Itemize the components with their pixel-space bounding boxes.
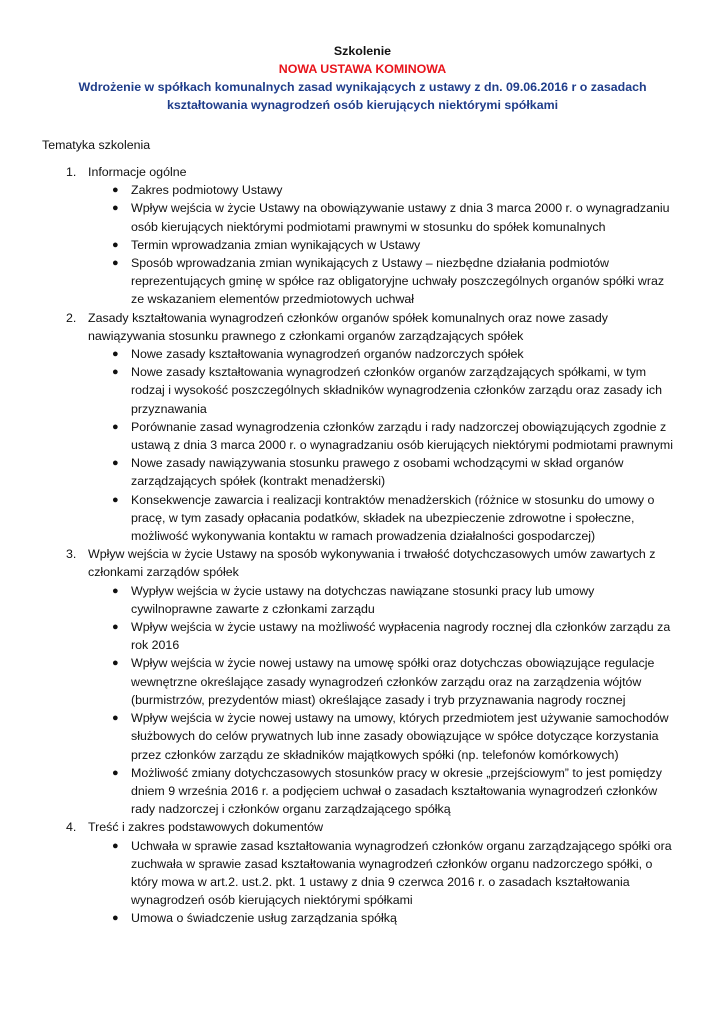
bullet-item bbox=[0, 236, 725, 254]
bullet-list bbox=[0, 582, 725, 819]
bullet-item bbox=[0, 454, 725, 490]
document-header bbox=[0, 42, 725, 114]
topic-item bbox=[0, 545, 725, 818]
topic-number: 3. bbox=[66, 547, 77, 562]
topic-number: 2. bbox=[66, 310, 77, 325]
topic-text: Informacje ogólne bbox=[88, 165, 187, 179]
bullet-dot-icon: ● bbox=[112, 257, 119, 270]
bullet-dot-icon: ● bbox=[112, 766, 119, 779]
bullet-dot-icon: ● bbox=[112, 420, 119, 433]
topic-item bbox=[0, 818, 725, 927]
bullet-text: Wpływ wejścia w życie nowej ustawy na umowę spółki oraz dotychczas obowiązujące regulacje wewnętrzne określające zasady wynagrodzeń członków zarządu oraz na zarządzenia wójtów (burmistrzów, prezydentów miast) określające zasady i tryb przyznawania nagrody rocznej bbox=[131, 656, 655, 707]
bullet-item bbox=[0, 582, 725, 618]
topic-number: 4. bbox=[66, 820, 77, 835]
bullet-dot-icon: ● bbox=[112, 712, 119, 725]
bullet-dot-icon: ● bbox=[112, 366, 119, 379]
bullet-dot-icon: ● bbox=[112, 657, 119, 670]
bullet-text: Termin wprowadzania zmian wynikających w Ustawy bbox=[131, 237, 421, 252]
bullet-dot-icon: ● bbox=[112, 238, 119, 251]
bullet-text: Uchwała w sprawie zasad kształtowania wynagrodzeń członków organu zarządzającego spółki ora zuchwała w sprawie zasad kształtowania wynagrodzeń członków organu nadzorczego spółki, o który mowa w art.2. ust.2. pkt. 1 ustawy z dnia 9 czerwca 2016 r. o zasadach kształtowania wynagrodzeń osób kierujących niektórymi spółkami bbox=[131, 838, 672, 908]
topic-item bbox=[0, 309, 725, 546]
document-description: Wdrożenie w spółkach komunalnych zasad wynikających z ustawy z dn. 09.06.2016 r o zasadach kształtowania wynagrodzeń osób kierujących niektórymi spółkami bbox=[78, 80, 647, 112]
bullet-item bbox=[0, 418, 725, 454]
bullet-dot-icon: ● bbox=[112, 912, 119, 925]
bullet-list bbox=[0, 837, 725, 928]
bullet-list bbox=[0, 345, 725, 545]
bullet-item bbox=[0, 181, 725, 199]
document-subtitle: NOWA USTAWA KOMINOWA bbox=[278, 62, 447, 76]
bullet-text: Wpływ wejścia w życie Ustawy na obowiązywanie ustawy z dnia 3 marca 2000 r. o wynagradzaniu osób kierujących niektórymi podmiotami prawnymi w stosunku do spółek komunalnych bbox=[131, 201, 670, 234]
bullet-text: Nowe zasady kształtowania wynagrodzeń organów nadzorczych spółek bbox=[131, 347, 524, 362]
topic-list bbox=[0, 163, 725, 928]
bullet-item bbox=[0, 363, 725, 418]
bullet-item bbox=[0, 199, 725, 235]
bullet-text: Nowe zasady kształtowania wynagrodzeń członków organów zarządzających spółkami, w tym rodzaj i wysokość poszczególnych składników wynagrodzenia członków zarządu oraz zasady ich przyznawania bbox=[131, 365, 662, 416]
topic-text: Zasady kształtowania wynagrodzeń członków organów spółek komunalnych oraz nowe zasady nawiązywania stosunku prawnego z członkami organów zarządzających spółek bbox=[88, 310, 608, 343]
bullet-text: Umowa o świadczenie usług zarządzania spółką bbox=[131, 911, 397, 926]
section-label: Tematyka szkolenia bbox=[42, 138, 151, 152]
bullet-dot-icon: ● bbox=[112, 493, 119, 506]
bullet-dot-icon: ● bbox=[112, 839, 119, 852]
bullet-item bbox=[0, 254, 725, 309]
topic-heading bbox=[0, 309, 725, 345]
bullet-dot-icon: ● bbox=[112, 348, 119, 361]
topic-heading bbox=[0, 545, 725, 581]
bullet-dot-icon: ● bbox=[112, 621, 119, 634]
bullet-item bbox=[0, 764, 725, 819]
topic-item bbox=[0, 163, 725, 309]
bullet-item bbox=[0, 618, 725, 654]
bullet-text: Wypływ wejścia w życie ustawy na dotychczas nawiązane stosunki pracy lub umowy cywilnoprawne zawarte z członkami zarządu bbox=[131, 583, 595, 616]
bullet-text: Zakres podmiotowy Ustawy bbox=[131, 183, 283, 198]
bullet-text: Wpływ wejścia w życie ustawy na możliwość wypłacenia nagrody rocznej dla członków zarządu za rok 2016 bbox=[131, 620, 671, 653]
topic-heading bbox=[0, 163, 725, 181]
topic-number: 1. bbox=[66, 165, 77, 179]
bullet-item bbox=[0, 654, 725, 709]
bullet-text: Sposób wprowadzania zmian wynikających z Ustawy – niezbędne działania podmiotów reprezentujących gminę w spółce raz obligatoryjne uchwały poszczególnych organów spółki wraz ze wskazaniem elementów przedmiotowych uchwał bbox=[131, 256, 665, 307]
bullet-item bbox=[0, 837, 725, 910]
bullet-item bbox=[0, 491, 725, 546]
document-title: Szkolenie bbox=[333, 44, 392, 58]
bullet-list bbox=[0, 181, 725, 308]
bullet-text: Wpływ wejścia w życie nowej ustawy na umowy, których przedmiotem jest używanie samochodów służbowych do celów prywatnych lub inne zasady obowiązujące w spółce dotyczące korzystania przez członków zarządu ze składników majątkowych spółki (np. telefonów komórkowych) bbox=[131, 711, 669, 762]
bullet-item bbox=[0, 909, 725, 927]
bullet-item bbox=[0, 345, 725, 363]
bullet-dot-icon: ● bbox=[112, 584, 119, 597]
topic-text: Wpływ wejścia w życie Ustawy na sposób wykonywania i trwałość dotychczasowych umów zawartych z członkami zarządów spółek bbox=[88, 547, 656, 580]
topic-text: Treść i zakres podstawowych dokumentów bbox=[88, 820, 324, 835]
topic-heading bbox=[0, 818, 725, 836]
bullet-text: Możliwość zmiany dotychczasowych stosunków pracy w okresie „przejściowym” to jest pomiędzy dniem 9 września 2016 r. a podjęciem uchwał o zasadach kształtowania wynagrodzeń członków rady nadzorczej i członków organu zarządzającego spółką bbox=[131, 765, 662, 817]
bullet-dot-icon: ● bbox=[112, 202, 119, 215]
bullet-text: Konsekwencje zawarcia i realizacji kontraktów menadżerskich (różnice w stosunku do umowy o pracę, w tym zasady opłacania podatków, składek na ubezpieczenie zdrowotne i społeczne, możliwość wykonywania kontaktu w ramach prowadzenia działalności gospodarczej) bbox=[131, 492, 655, 544]
bullet-dot-icon: ● bbox=[112, 457, 119, 470]
bullet-text: Nowe zasady nawiązywania stosunku prawego z osobami wchodzącymi w skład organów zarządzających spółek (kontrakt menadżerski) bbox=[131, 456, 624, 489]
bullet-item bbox=[0, 709, 725, 764]
bullet-dot-icon: ● bbox=[112, 184, 119, 197]
bullet-text: Porównanie zasad wynagrodzenia członków zarządu i rady nadzorczej obowiązujących zgodnie z ustawą z dnia 3 marca 2000 r. o wynagradzaniu osób kierujących niektórymi podmiotami prawnymi bbox=[131, 419, 674, 453]
